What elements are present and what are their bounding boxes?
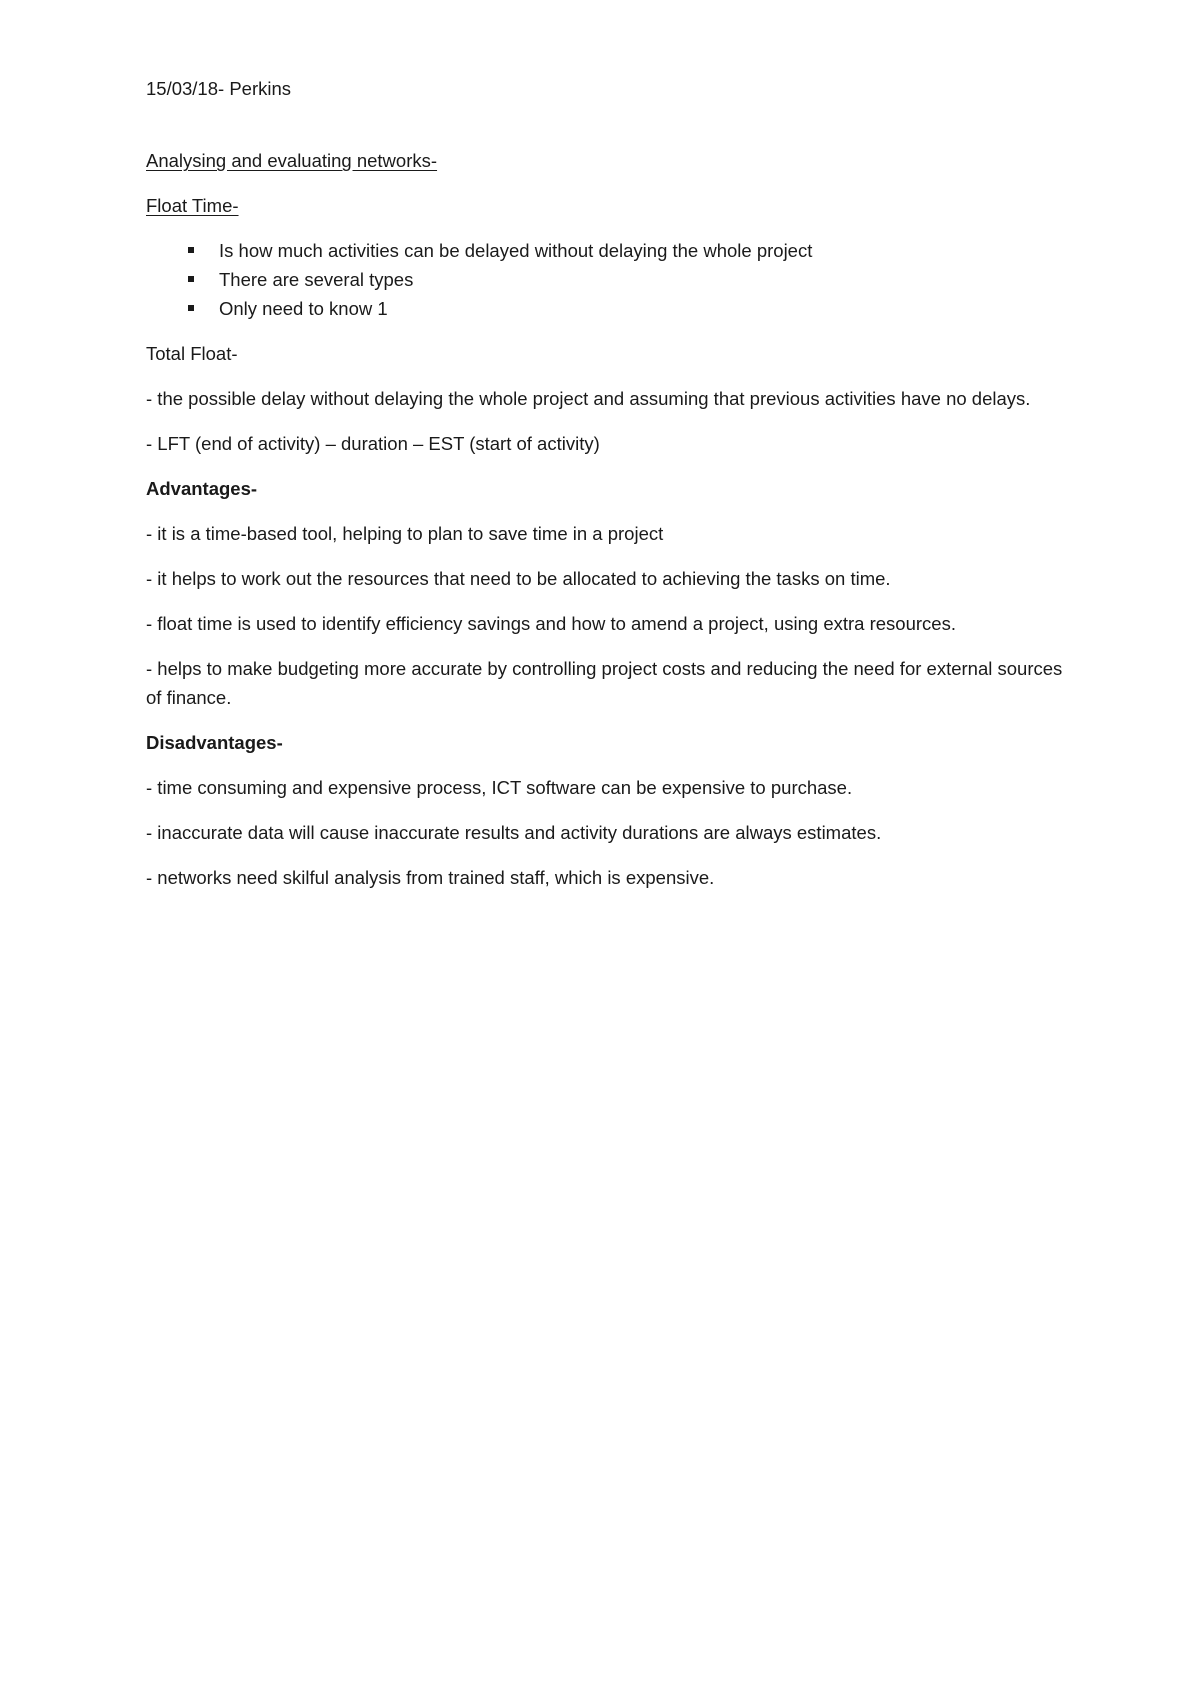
document-title: Analysing and evaluating networks- xyxy=(146,150,438,171)
advantage-point: - it helps to work out the resources that need to be allocated to achieving the tasks on time. xyxy=(146,568,891,589)
float-time-bullet-list xyxy=(146,236,1076,323)
list-item xyxy=(146,294,1076,323)
disadvantage-point: - time consuming and expensive process, ICT software can be expensive to purchase. xyxy=(146,777,853,798)
total-float-heading: Total Float- xyxy=(146,343,238,364)
total-float-definition: - the possible delay without delaying the whole project and assuming that previous activities have no delays. xyxy=(146,388,1031,409)
list-item xyxy=(146,265,1076,294)
advantage-point: - helps to make budgeting more accurate by controlling project costs and reducing the need for external sources of finance. xyxy=(146,658,1063,708)
bullet-text: Only need to know 1 xyxy=(219,298,388,319)
list-item xyxy=(146,236,1076,265)
advantage-point: - float time is used to identify efficiency savings and how to amend a project, using extra resources. xyxy=(146,613,956,634)
square-bullet-icon xyxy=(188,247,194,253)
disadvantages-heading: Disadvantages- xyxy=(146,732,283,753)
advantage-point: - it is a time-based tool, helping to plan to save time in a project xyxy=(146,523,664,544)
date-author-line: 15/03/18- Perkins xyxy=(146,78,292,99)
float-time-heading: Float Time- xyxy=(146,195,239,216)
total-float-formula: - LFT (end of activity) – duration – EST (start of activity) xyxy=(146,433,600,454)
advantages-heading: Advantages- xyxy=(146,478,258,499)
bullet-text: Is how much activities can be delayed without delaying the whole project xyxy=(219,240,813,261)
disadvantage-point: - inaccurate data will cause inaccurate results and activity durations are always estimates. xyxy=(146,822,882,843)
disadvantage-point: - networks need skilful analysis from trained staff, which is expensive. xyxy=(146,867,715,888)
square-bullet-icon xyxy=(188,305,194,311)
document-body xyxy=(146,74,1076,908)
bullet-text: There are several types xyxy=(219,269,414,290)
square-bullet-icon xyxy=(188,276,194,282)
